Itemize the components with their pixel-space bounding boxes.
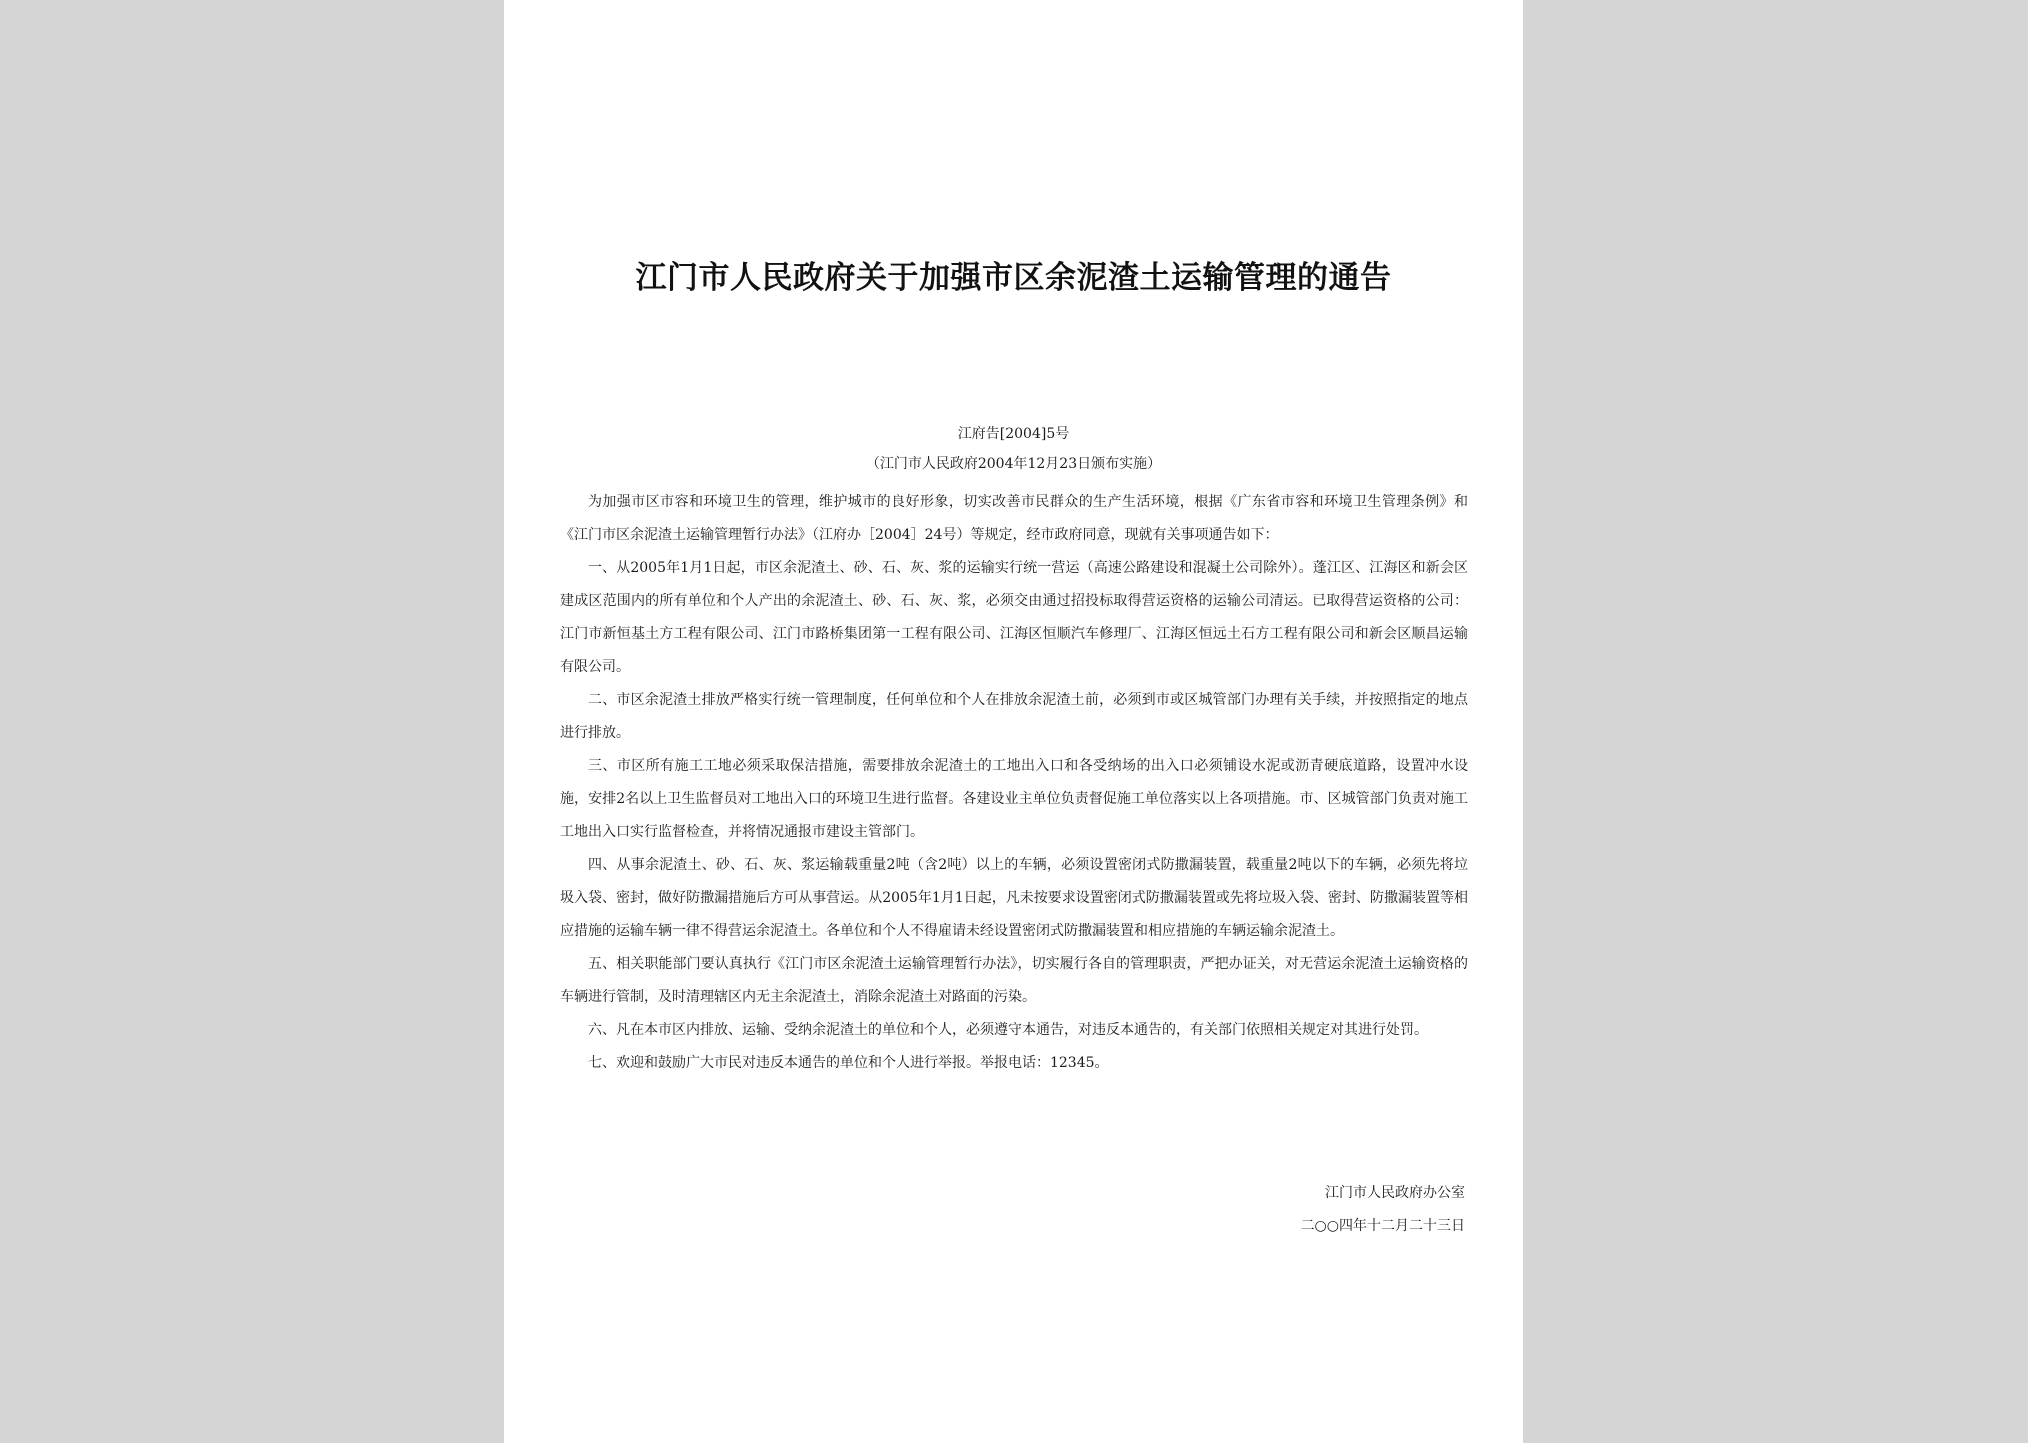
paragraph-preamble: 为加强市区市容和环境卫生的管理，维护城市的良好形象，切实改善市民群众的生产生活环境，根据《广东省市容和环境卫生管理条例》和《江门市区余泥渣土运输管理暂行办法》（江府办［2004］24号）等规定，经市政府同意，现就有关事项通告如下： [560, 494, 1468, 543]
issuer-name: 江门市人民政府办公室 [1325, 1185, 1465, 1201]
paragraph-item-3: 三、市区所有施工工地必须采取保洁措施，需要排放余泥渣土的工地出入口和各受纳场的出入口必须铺设水泥或沥青硬底道路，设置冲水设施，安排2名以上卫生监督员对工地出入口的环境卫生进行监督。各建设业主单位负责督促施工单位落实以上各项措施。市、区城管部门负责对施工工地出入口实行监督检查，并将情况通报市建设主管部门。 [560, 758, 1468, 840]
document-number: 江府告[2004]5号 [957, 426, 1070, 442]
paragraph-item-6: 六、凡在本市区内排放、运输、受纳余泥渣土的单位和个人，必须遵守本通告，对违反本通告的，有关部门依照相关规定对其进行处罚。 [588, 1022, 1428, 1038]
paragraph-item-1: 一、从2005年1月1日起，市区余泥渣土、砂、石、灰、浆的运输实行统一营运（高速公路建设和混凝土公司除外）。蓬江区、江海区和新会区建成区范围内的所有单位和个人产出的余泥渣土、砂、石、灰、浆，必须交由通过招投标取得营运资格的运输公司清运。已取得营运资格的公司：江门市新恒基土方工程有限公司、江门市路桥集团第一工程有限公司、江海区恒顺汽车修理厂、江海区恒远土石方工程有限公司和新会区顺昌运输有限公司。 [560, 560, 1468, 675]
paragraph-item-5: 五、相关职能部门要认真执行《江门市区余泥渣土运输管理暂行办法》，切实履行各自的管理职责，严把办证关，对无营运余泥渣土运输资格的车辆进行管制，及时清理辖区内无主余泥渣土，消除余泥渣土对路面的污染。 [560, 956, 1468, 1005]
document-body [560, 486, 1468, 1080]
paragraph-item-7: 七、欢迎和鼓励广大市民对违反本通告的单位和个人进行举报。举报电话：12345。 [588, 1055, 1109, 1071]
paragraph-item-2: 二、市区余泥渣土排放严格实行统一管理制度，任何单位和个人在排放余泥渣土前，必须到市或区城管部门办理有关手续，并按照指定的地点进行排放。 [560, 692, 1468, 741]
signature-block [504, 1177, 1465, 1243]
document-title: 江门市人民政府关于加强市区余泥渣土运输管理的通告 [635, 260, 1392, 296]
issue-date: 二○○四年十二月二十三日 [1300, 1218, 1465, 1234]
promulgation-note: （江门市人民政府2004年12月23日颁布实施） [865, 456, 1162, 472]
paragraph-item-4: 四、从事余泥渣土、砂、石、灰、浆运输载重量2吨（含2吨）以上的车辆，必须设置密闭式防撒漏装置，载重量2吨以下的车辆，必须先将垃圾入袋、密封，做好防撒漏措施后方可从事营运。从2005年1月1日起，凡未按要求设置密闭式防撒漏装置或先将垃圾入袋、密封、防撒漏装置等相应措施的运输车辆一律不得营运余泥渣土。各单位和个人不得雇请未经设置密闭式防撒漏装置和相应措施的车辆运输余泥渣土。 [560, 857, 1468, 939]
document-page [504, 0, 1523, 1443]
